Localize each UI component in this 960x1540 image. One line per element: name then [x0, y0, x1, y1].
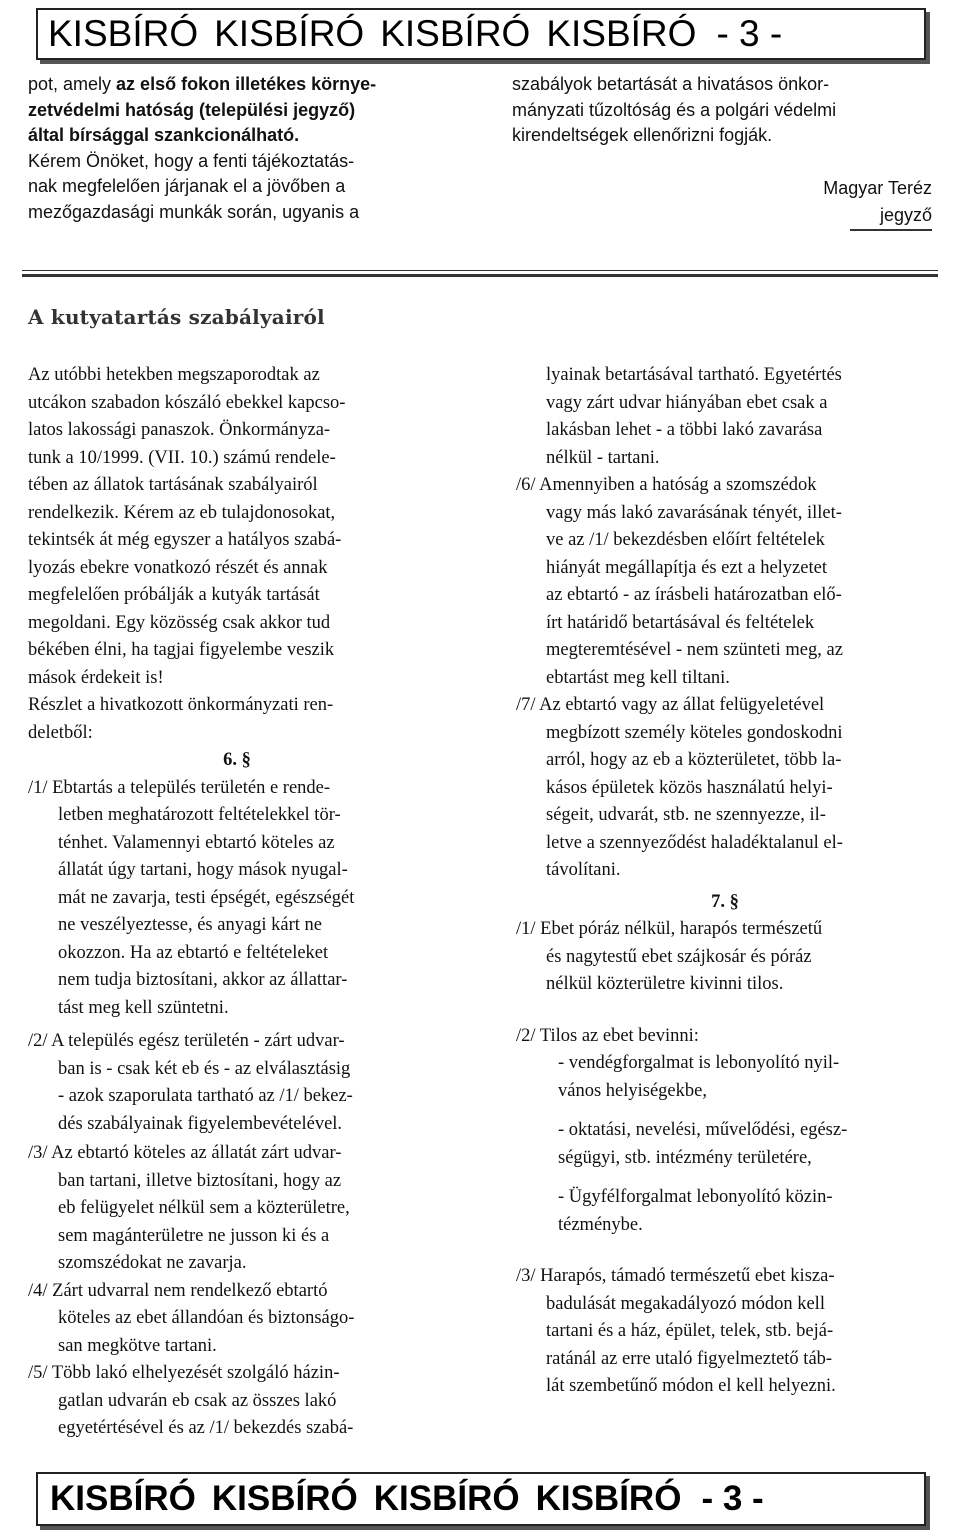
- text-line: eb felügyelet nélkül sem a közterületre,: [58, 1198, 350, 1218]
- text-line: köteles az ebet állandóan és biztonságo-: [58, 1308, 355, 1328]
- text-line: szomszédokat ne zavarja.: [58, 1253, 247, 1273]
- text-line: vagy más lakó zavarásának tényét, illet-: [546, 502, 842, 523]
- text-line: tekintsék át még egyszer a hatályos szabá-: [28, 530, 342, 550]
- section7-clause-3: [516, 1263, 934, 1401]
- divider: [22, 270, 938, 271]
- prohibited-list: [516, 1050, 934, 1239]
- banner-word: KISBÍRÓ: [48, 13, 199, 54]
- text-line: mányzati tűzoltóság és a polgári védelmi: [512, 99, 837, 120]
- text-line: badulását megakadályozó módon kell: [546, 1293, 825, 1314]
- text-line: zetvédelmi hatóság (települési jegyző): [28, 99, 356, 120]
- text-line: által bírsággal szankcionálható.: [28, 125, 300, 145]
- banner-word: KISBÍRÓ: [380, 13, 531, 54]
- text-line: nak megfelelően járjanak el a jövőben a: [28, 176, 346, 196]
- text-line: nem tudja biztosítani, akkor az állattar-: [58, 970, 348, 990]
- text-line: lyozás ebekre vonatkozó részét és annak: [28, 557, 328, 578]
- text-line: megteremtésével - nem szünteti meg, az: [546, 640, 843, 660]
- text-line: /3/ Harapós, támadó természetű ebet kisza-: [516, 1266, 835, 1286]
- text-line: rendelkezik. Kérem az eb tulajdonosokat,: [28, 502, 336, 523]
- text-line: /3/ Az ebtartó köteles az állatát zárt udvar-: [28, 1143, 342, 1163]
- text-line: vagy zárt udvar hiányában ebet csak a: [546, 392, 828, 413]
- clause-6: [516, 472, 934, 692]
- clause-2: [28, 1028, 446, 1138]
- text-line: /5/ Több lakó elhelyezését szolgáló házin-: [28, 1363, 340, 1383]
- text-line: /6/ Amennyiben a hatóság a szomszédok: [516, 475, 817, 495]
- text-line: tunk a 10/1999. (VII. 10.) számú rendele-: [28, 447, 336, 468]
- clause-5-continued: [516, 362, 934, 472]
- text-line: az ebtartó - az írásbeli határozatban elő-: [546, 585, 842, 605]
- banner-word: KISBÍRÓ: [373, 1479, 520, 1518]
- text-line: tézménybe.: [558, 1214, 643, 1235]
- text-line: sem magánterületre ne jusson ki és a: [58, 1225, 330, 1246]
- text-line: egyetértésével és az /1/ bekezdés szabá-: [58, 1418, 354, 1438]
- text-line: megfelelően próbálják a kutyák tartását: [28, 585, 320, 605]
- text-line: pot, amely az első fokon illetékes környe-: [28, 74, 377, 94]
- clause-5: [28, 1360, 446, 1443]
- top-left-text: [28, 72, 446, 225]
- header-banner: [36, 8, 926, 60]
- section-title: A kutyatartás szabályairól: [28, 305, 325, 329]
- right-column: [516, 362, 934, 1401]
- signature-title: jegyző: [850, 202, 932, 231]
- text-line: kirendeltségek ellenőrizni fogják.: [512, 125, 773, 145]
- clause-3: [28, 1140, 446, 1278]
- clause-4: [28, 1278, 446, 1361]
- top-right-text: [512, 72, 932, 231]
- text-line: nélkül - tartani.: [546, 447, 660, 468]
- text-line: Kérem Önöket, hogy a fenti tájékoztatás-: [28, 150, 355, 171]
- text-line: mások érdekeit is!: [28, 667, 164, 688]
- left-column: [28, 362, 446, 1443]
- paragraph-heading: 7. §: [711, 891, 739, 912]
- text-line: tében az állatok tartásának szabályairól: [28, 475, 318, 495]
- clause-7: [516, 692, 934, 885]
- text-line: - oktatási, nevelési, művelődési, egész-: [558, 1120, 848, 1140]
- text-line: san megkötve tartani.: [58, 1335, 217, 1356]
- page-number: - 3 -: [716, 13, 783, 54]
- text-line: állatát úgy tartani, hogy mások nyugal-: [58, 860, 348, 880]
- list-item: [516, 1117, 934, 1172]
- text-line: deletből:: [28, 722, 93, 743]
- text-line: nélkül közterületre kivinni tilos.: [546, 974, 784, 994]
- text-line: arról, hogy az eb a közterületet, több la-: [546, 750, 842, 770]
- text-line: /2/ A település egész területén - zárt udvar-: [28, 1031, 345, 1051]
- text-line: ratánál az erre utaló figyelmeztető táb-: [546, 1348, 833, 1369]
- list-item: [516, 1050, 934, 1105]
- text-line: hiányát megállapítja és ezt a helyzetet: [546, 557, 827, 578]
- text-line: - vendégforgalmat is lebonyolító nyil-: [558, 1053, 840, 1073]
- text-line: lakásban lehet - a többi lakó zavarása: [546, 420, 823, 440]
- text-line: vános helyiségekbe,: [558, 1080, 707, 1101]
- text-line: letve a szennyeződést haladéktalanul el-: [546, 832, 843, 853]
- text-line: dés szabályainak figyelembevételével.: [58, 1113, 343, 1134]
- banner-word: KISBÍRÓ: [546, 13, 697, 54]
- text-line: ve az /1/ bekezdésben előírt feltételek: [546, 530, 825, 550]
- page-number: - 3 -: [701, 1479, 764, 1518]
- banner-word: KISBÍRÓ: [535, 1479, 682, 1518]
- text-line: megoldani. Egy közösség csak akkor tud: [28, 612, 331, 633]
- text-line: írt határidő betartásával és feltételek: [546, 612, 815, 633]
- banner-word: KISBÍRÓ: [214, 13, 365, 54]
- list-item: [516, 1184, 934, 1239]
- text-line: ténhet. Valamennyi ebtartó köteles az: [58, 832, 335, 853]
- text-line: okozzon. Ha az ebtartó e feltételeket: [58, 942, 329, 963]
- text-line: Az utóbbi hetekben megszaporodtak az: [28, 365, 320, 385]
- text-line: latos lakossági panaszok. Önkormányza-: [28, 420, 331, 440]
- signature-block: [512, 175, 932, 231]
- text-line: mát ne zavarja, testi épségét, egészségét: [58, 887, 355, 908]
- text-line: ebtartást meg kell tiltani.: [546, 667, 730, 688]
- text-line: /1/ Ebet póráz nélkül, harapós természetű: [516, 919, 823, 939]
- text-line: lát szembetűnő módon el kell helyezni.: [546, 1376, 836, 1396]
- text-line: ne veszélyeztesse, és anyagi kárt ne: [58, 915, 323, 935]
- text-line: utcákon szabadon kószáló ebekkel kapcso-: [28, 392, 346, 413]
- text-line: lyainak betartásával tartható. Egyetértés: [546, 365, 842, 385]
- intro-paragraph: [28, 362, 446, 747]
- clause-1: [28, 775, 446, 1023]
- banner-word: KISBÍRÓ: [211, 1479, 358, 1518]
- text-line: - azok szaporulata tartható az /1/ bekez-: [58, 1086, 353, 1106]
- text-line: letben meghatározott feltételekkel tör-: [58, 805, 341, 825]
- paragraph-heading: 6. §: [223, 750, 251, 770]
- text-line: békében élni, ha tagjai figyelembe veszik: [28, 640, 335, 660]
- text-line: Részlet a hivatkozott önkormányzati ren-: [28, 695, 334, 715]
- banner-word: KISBÍRÓ: [50, 1479, 196, 1518]
- text-line: ban is - csak két eb és - az elválasztásig: [58, 1058, 351, 1079]
- text-line: ségeit, udvarát, stb. ne szennyezze, il-: [546, 805, 826, 825]
- text-line: tartani és a ház, épület, telek, stb. bejá-: [546, 1321, 834, 1341]
- text-line: gatlan udvarán eb csak az összes lakó: [58, 1390, 337, 1411]
- text-line: ségügyi, stb. intézmény területére,: [558, 1147, 812, 1168]
- text-line: és nagytestű ebet szájkosár és póráz: [546, 946, 812, 967]
- section7-clause-2-heading: /2/ Tilos az ebet bevinni:: [516, 1025, 699, 1046]
- text-line: mezőgazdasági munkák során, ugyanis a: [28, 201, 360, 222]
- section7-clause-1: [516, 916, 934, 999]
- text-line: ban tartani, illetve biztosítani, hogy az: [58, 1170, 342, 1191]
- text-line: szabályok betartását a hivatásos önkor-: [512, 74, 830, 94]
- text-line: - Ügyfélforgalmat lebonyolító közin-: [558, 1187, 833, 1207]
- text-line: /4/ Zárt udvarral nem rendelkező ebtartó: [28, 1280, 328, 1301]
- text-line: távolítani.: [546, 860, 621, 880]
- divider: [22, 274, 938, 277]
- text-line: megbízott személy köteles gondoskodni: [546, 722, 843, 743]
- signature-name: Magyar Teréz: [823, 177, 932, 198]
- text-line: /1/ Ebtartás a település területén e rende-: [28, 777, 331, 798]
- footer-banner: [36, 1472, 926, 1526]
- text-line: /7/ Az ebtartó vagy az állat felügyeletével: [516, 695, 825, 715]
- text-line: kásos épületek közös használatú helyi-: [546, 777, 833, 798]
- text-line: tást meg kell szüntetni.: [58, 997, 229, 1018]
